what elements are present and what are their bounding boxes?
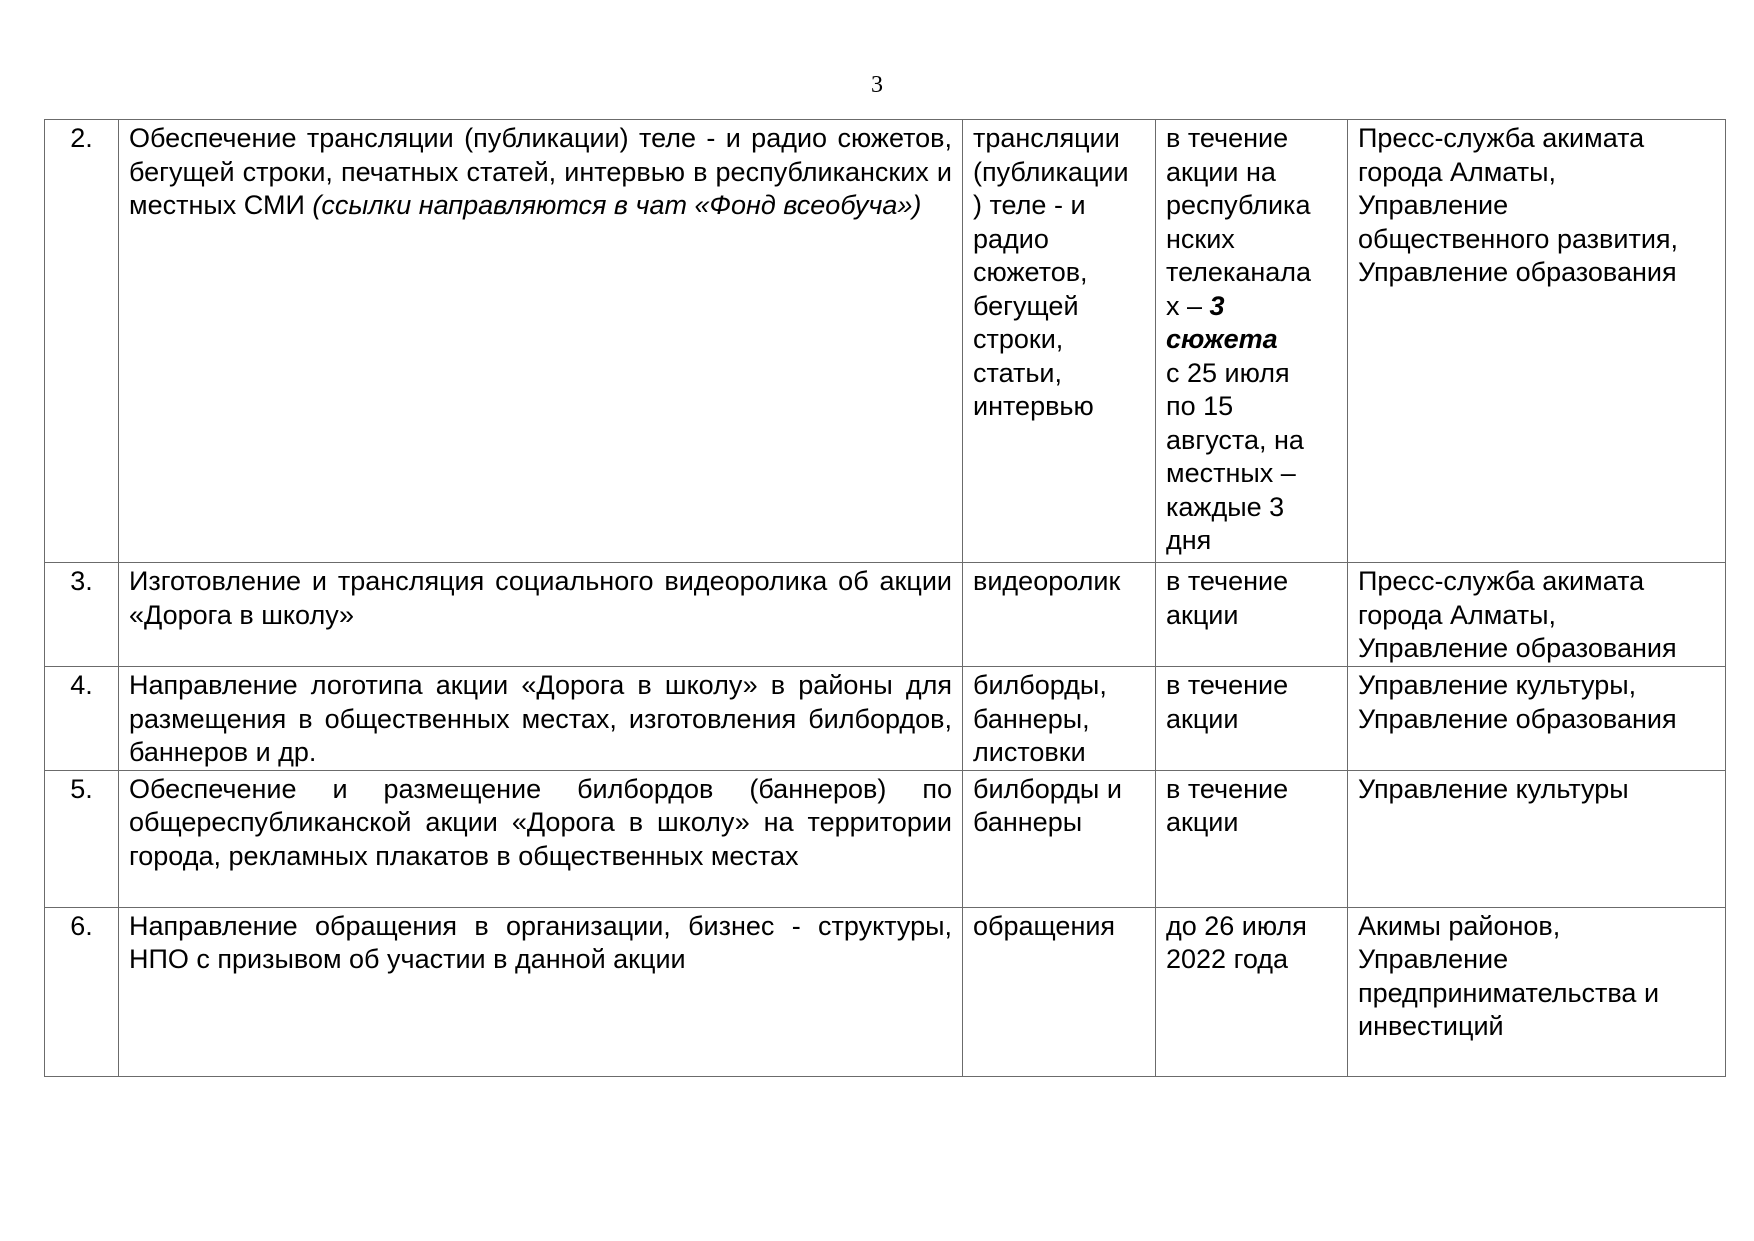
event-term: в течение акции: [1156, 563, 1348, 667]
event-responsible: Пресс-служба акимата города Алматы, Управление общественного развития, Управление образования: [1348, 120, 1726, 563]
table-row: [45, 770, 1726, 907]
event-form: видеоролик: [963, 563, 1156, 667]
row-number: 5.: [45, 770, 119, 907]
event-description: Направление логотипа акции «Дорога в школу» в районы для размещения в общественных местах, изготовления билбордов, баннеров и др.: [119, 667, 963, 771]
event-term: в течение акции: [1156, 770, 1348, 907]
row-number: 3.: [45, 563, 119, 667]
table-row: [45, 907, 1726, 1076]
table-row: [45, 667, 1726, 771]
event-term: до 26 июля 2022 года: [1156, 907, 1348, 1076]
row-number: 6.: [45, 907, 119, 1076]
event-form: трансляции (публикации ) теле - и радио сюжетов, бегущей строки, статьи, интервью: [963, 120, 1156, 563]
events-table: [44, 119, 1726, 1077]
event-description: Изготовление и трансляция социального видеоролика об акции «Дорога в школу»: [119, 563, 963, 667]
event-responsible: Акимы районов, Управление предпринимательства и инвестиций: [1348, 907, 1726, 1076]
row-number: 4.: [45, 667, 119, 771]
table-row: [45, 120, 1726, 563]
event-responsible: Управление культуры, Управление образования: [1348, 667, 1726, 771]
event-description: Направление обращения в организации, бизнес - структуры, НПО с призывом об участии в данной акции: [119, 907, 963, 1076]
table-row: [45, 563, 1726, 667]
event-term: в течение акции: [1156, 667, 1348, 771]
event-responsible: Пресс-служба акимата города Алматы, Управление образования: [1348, 563, 1726, 667]
page-number: 3: [871, 72, 883, 98]
event-term: в течение акции на республика нских телеканала х – 3 сюжета с 25 июля по 15 августа, на местных – каждые 3 дня: [1156, 120, 1348, 563]
event-description: Обеспечение и размещение билбордов (баннеров) по общереспубликанской акции «Дорога в школу» на территории города, рекламных плакатов в общественных местах: [119, 770, 963, 907]
event-responsible: Управление культуры: [1348, 770, 1726, 907]
event-description: Обеспечение трансляции (публикации) теле - и радио сюжетов, бегущей строки, печатных статей, интервью в республиканских и местных СМИ (ссылки направляются в чат «Фонд всеобуча»): [119, 120, 963, 563]
row-number: 2.: [45, 120, 119, 563]
event-form: обращения: [963, 907, 1156, 1076]
event-form: билборды, баннеры, листовки: [963, 667, 1156, 771]
event-form: билборды и баннеры: [963, 770, 1156, 907]
